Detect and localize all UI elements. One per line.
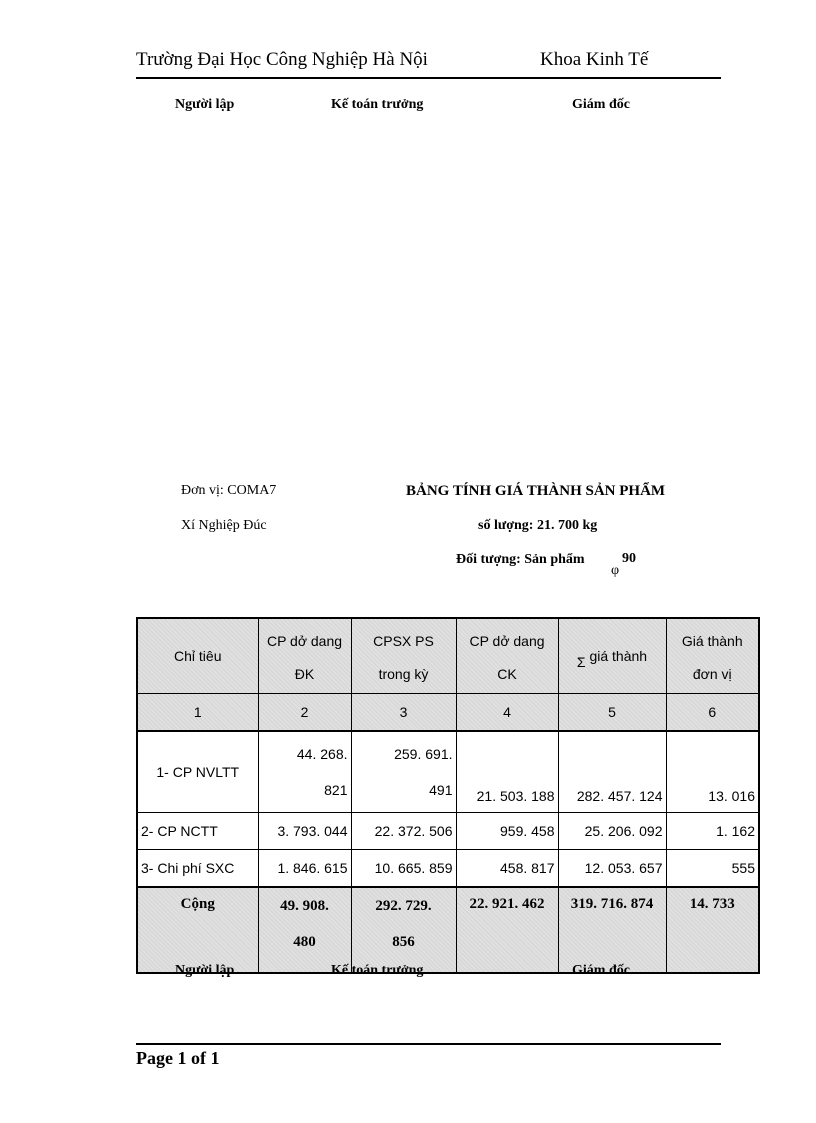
header-cell: Chỉ tiêu	[137, 618, 258, 694]
table-header-row	[137, 618, 759, 694]
total-label: Cộng	[137, 887, 258, 973]
workshop-label: Xí Nghiệp Đúc	[181, 518, 267, 533]
header-cell: CP dở dang CK	[456, 618, 558, 694]
table-row	[137, 813, 759, 850]
signature-chief-accountant-bottom: Kế toán trưởng	[331, 963, 424, 978]
table-cell: 10. 665. 859	[351, 850, 456, 888]
column-number: 3	[351, 694, 456, 732]
table-row	[137, 731, 759, 813]
header-cell: Giá thành đơn vị	[666, 618, 759, 694]
table-cell: 458. 817	[456, 850, 558, 888]
signature-director-top: Giám đốc	[572, 97, 630, 112]
header-cell: Σ giá thành	[558, 618, 666, 694]
table-cell: 282. 457. 124	[558, 731, 666, 813]
column-number: 5	[558, 694, 666, 732]
document-title: BẢNG TÍNH GIÁ THÀNH SẢN PHẨM	[406, 483, 666, 499]
object-label: Đối tượng: Sản phẩm	[456, 552, 585, 567]
school-name: Trường Đại Học Công Nghiệp Hà Nội	[136, 49, 428, 70]
sigma-symbol: Σ	[576, 654, 586, 670]
signature-preparer-bottom: Người lập	[175, 963, 235, 978]
signature-director-bottom: Giám đốc	[572, 963, 630, 978]
total-cell: 22. 921. 462	[456, 887, 558, 973]
object-size: 90	[622, 551, 636, 566]
total-cell: 292. 729. 856	[351, 887, 456, 973]
total-cell: 49. 908. 480	[258, 887, 351, 973]
table-cell: 555	[666, 850, 759, 888]
total-row	[137, 887, 759, 973]
row-label: 2- CP NCTT	[137, 813, 258, 850]
table-cell: 22. 372. 506	[351, 813, 456, 850]
table-row	[137, 850, 759, 888]
header-cell: CPSX PS trong kỳ	[351, 618, 456, 694]
total-cell: 14. 733	[666, 887, 759, 973]
table-cell: 44. 268. 821	[258, 731, 351, 813]
table-cell: 3. 793. 044	[258, 813, 351, 850]
column-number: 1	[137, 694, 258, 732]
page-number: Page 1 of 1	[136, 1048, 220, 1068]
header-cell: CP dở dang ĐK	[258, 618, 351, 694]
column-number: 4	[456, 694, 558, 732]
column-number-row	[137, 694, 759, 732]
table-cell: 12. 053. 657	[558, 850, 666, 888]
table-cell: 13. 016	[666, 731, 759, 813]
table-cell: 1. 162	[666, 813, 759, 850]
column-number: 6	[666, 694, 759, 732]
row-label: 3- Chi phí SXC	[137, 850, 258, 888]
signature-chief-accountant-top: Kế toán trưởng	[331, 97, 424, 112]
column-number: 2	[258, 694, 351, 732]
signature-preparer-top: Người lập	[175, 97, 235, 112]
diameter-symbol: φ	[611, 563, 620, 578]
header-divider	[136, 77, 721, 79]
table-cell: 1. 846. 615	[258, 850, 351, 888]
cost-table	[136, 617, 760, 974]
footer-divider	[136, 1043, 721, 1045]
faculty-name: Khoa Kinh Tế	[540, 49, 649, 70]
table-cell: 25. 206. 092	[558, 813, 666, 850]
table-cell: 21. 503. 188	[456, 731, 558, 813]
unit-label: Đơn vị: COMA7	[181, 483, 277, 498]
table-cell: 959. 458	[456, 813, 558, 850]
quantity-label: số lượng: 21. 700 kg	[478, 518, 598, 533]
row-label: 1- CP NVLTT	[137, 731, 258, 813]
total-cell: 319. 716. 874	[558, 887, 666, 973]
table-cell: 259. 691. 491	[351, 731, 456, 813]
